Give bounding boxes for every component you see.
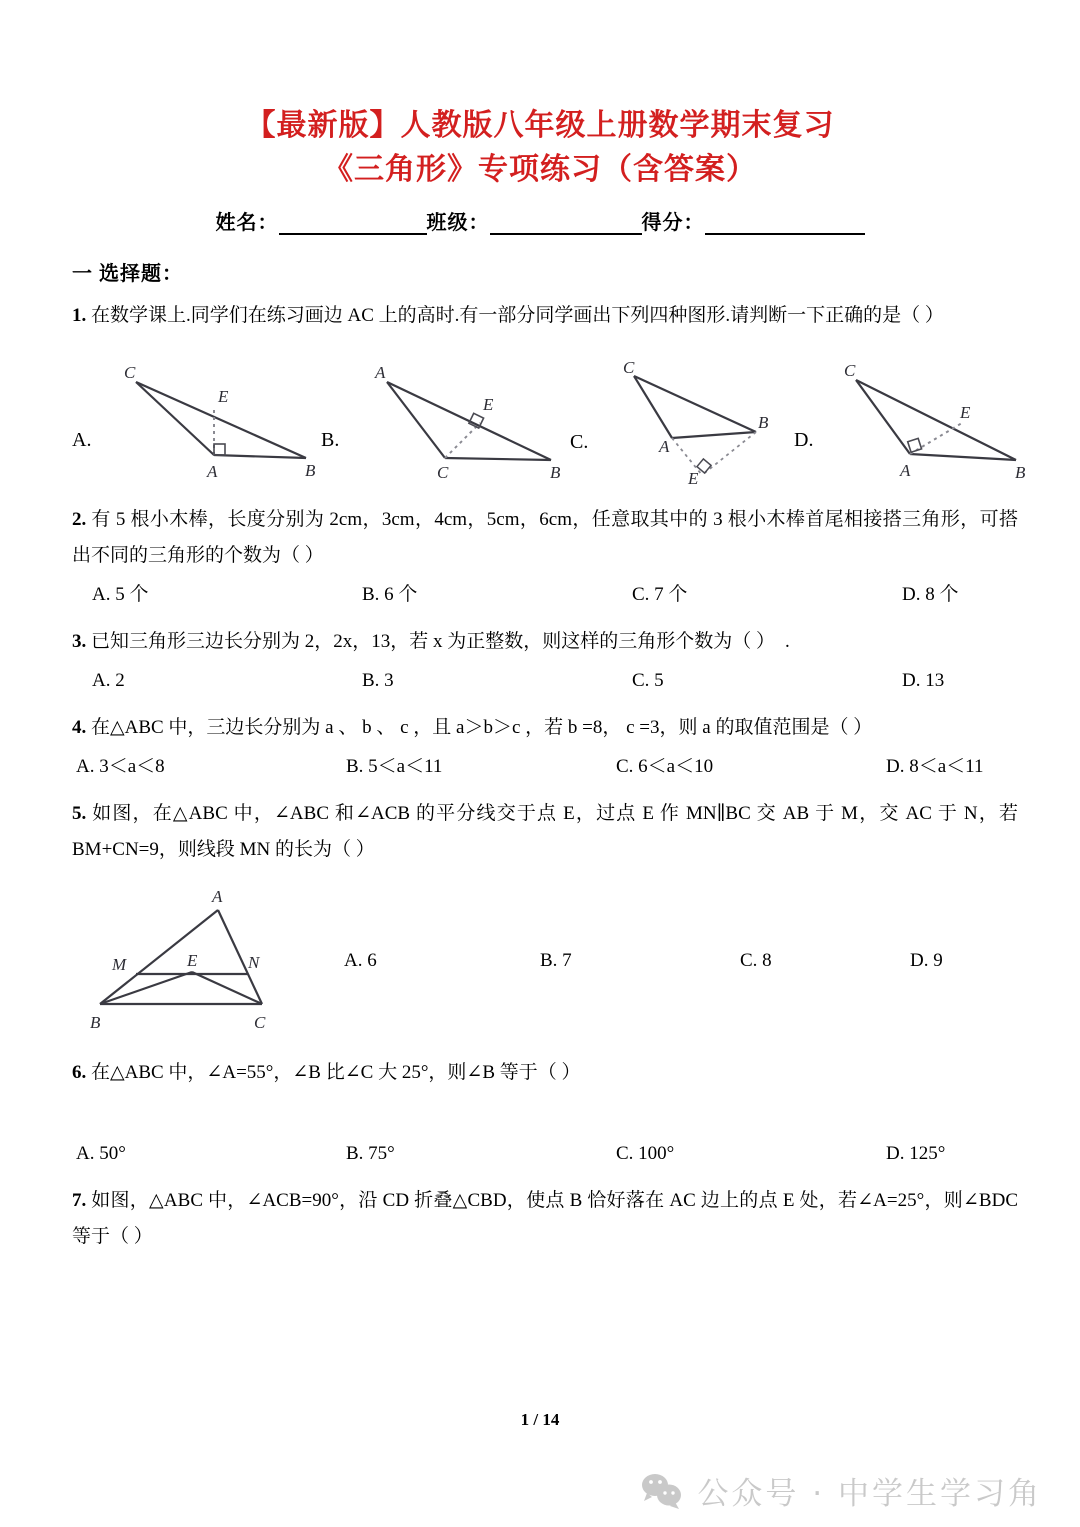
- section-heading-choice: 一 选择题：: [72, 263, 183, 285]
- option-d-figure-group[interactable]: [794, 360, 1028, 480]
- question-6-option-c[interactable]: C. 100°: [616, 1143, 675, 1164]
- option-c-label: C.: [570, 431, 589, 453]
- question-3: [72, 624, 1018, 660]
- question-7: [72, 1183, 1018, 1255]
- svg-text:B: B: [305, 461, 316, 480]
- question-5-options: [330, 950, 1018, 972]
- question-2-number: 2.: [72, 509, 87, 530]
- question-4-text: 在△ABC 中，三边长分别为 a 、 b 、 c ，且 a＞b＞c ，若 b =8， c =3，则 a 的取值范围是（: [91, 717, 849, 738]
- question-4: [72, 710, 1018, 746]
- question-5-figure-and-options: [72, 878, 1018, 1043]
- question-3-option-c[interactable]: C. 5: [632, 670, 664, 691]
- question-5-option-d[interactable]: D. 9: [910, 949, 943, 971]
- title-line-1: 【最新版】人教版八年级上册数学期末复习: [245, 108, 835, 143]
- question-1: [72, 298, 1018, 334]
- class-input-blank[interactable]: [490, 213, 642, 235]
- svg-text:A: A: [375, 363, 386, 382]
- question-6: [72, 1055, 1018, 1091]
- svg-text:C: C: [844, 361, 856, 380]
- option-c-figure-group[interactable]: [570, 360, 794, 485]
- question-7-text: 如图，△ABC 中，∠ACB=90°，沿 CD 折叠△CBD，使点 B 恰好落在 AC 边上的点 E 处，若∠A=25°，则∠BDC 等于（: [72, 1190, 1018, 1247]
- question-1-figure-row: [72, 360, 1026, 490]
- question-2-option-d[interactable]: D. 8 个: [902, 584, 959, 605]
- page-number: 1 / 14: [520, 1410, 560, 1429]
- question-4-option-a[interactable]: A. 3＜a＜8: [76, 756, 165, 777]
- svg-text:B: B: [550, 463, 561, 480]
- question-1-text: 在数学课上.同学们在练习画边 AC 上的高时.有一部分同学画出下列四种图形.请判断一下正确的是（: [91, 305, 921, 326]
- question-3-text: 已知三角形三边长分别为 2，2x，13，若 x 为正整数，则这样的三角形个数为（: [91, 631, 752, 652]
- question-3-number: 3.: [72, 631, 87, 652]
- question-6-number: 6.: [72, 1062, 87, 1083]
- svg-text:B: B: [90, 1013, 101, 1032]
- option-b-figure-group[interactable]: [321, 360, 570, 480]
- question-5-text: 如图，在△ABC 中，∠ABC 和∠ACB 的平分线交于点 E，过点 E 作 MN∥BC 交 AB 于 M，交 AC 于 N，若 BM+CN=9，则线段 MN 的长为（: [72, 803, 1019, 860]
- question-6-option-d[interactable]: D. 125°: [886, 1143, 946, 1164]
- class-label: 班级：: [426, 212, 490, 234]
- question-2-options: [72, 578, 1018, 612]
- question-6-answer-paren: ）: [561, 1062, 591, 1083]
- svg-text:A: A: [212, 887, 223, 906]
- watermark-text: 公众号 · 中学生学习角: [697, 1476, 1042, 1512]
- question-6-text: 在△ABC 中，∠A=55°，∠B 比∠C 大 25°，则∠B 等于（: [91, 1062, 557, 1083]
- svg-text:A: A: [900, 461, 911, 480]
- question-5-number: 5.: [72, 803, 87, 824]
- triangle-option-c: [604, 360, 794, 485]
- question-1-answer-paren: ）: [924, 305, 954, 326]
- score-input-blank[interactable]: [705, 213, 865, 235]
- svg-text:C: C: [623, 360, 635, 377]
- question-5-option-a[interactable]: A. 6: [344, 949, 377, 971]
- watermark: [639, 1468, 1042, 1513]
- svg-text:N: N: [248, 953, 260, 972]
- name-label: 姓名：: [215, 212, 279, 234]
- triangle-option-b: [355, 360, 570, 480]
- question-2-answer-paren: ）: [304, 545, 334, 566]
- question-3-options: [72, 664, 1018, 698]
- option-b-label: B.: [321, 428, 340, 451]
- question-7-number: 7.: [72, 1190, 87, 1211]
- document-title: [0, 0, 1080, 192]
- question-4-option-b[interactable]: B. 5＜a＜11: [346, 756, 443, 777]
- svg-text:A: A: [207, 462, 218, 480]
- svg-text:B: B: [1015, 463, 1026, 480]
- question-5: [72, 796, 1018, 868]
- triangle-abc-bisectors: [72, 878, 308, 1038]
- question-6-blank-space: [72, 1091, 1018, 1133]
- triangle-option-a: [106, 360, 321, 480]
- question-1-number: 1.: [72, 305, 87, 326]
- svg-text:A: A: [659, 437, 670, 456]
- svg-text:E: E: [960, 403, 971, 422]
- svg-text:E: E: [187, 951, 198, 970]
- question-7-answer-paren: ）: [133, 1226, 163, 1247]
- question-3-option-a[interactable]: A. 2: [92, 670, 125, 691]
- score-label: 得分：: [641, 212, 705, 234]
- question-6-options: [72, 1137, 1018, 1171]
- question-3-option-d[interactable]: D. 13: [902, 670, 945, 691]
- triangle-option-d: [828, 360, 1028, 480]
- question-2-option-a[interactable]: A. 5 个: [92, 584, 149, 605]
- svg-text:M: M: [112, 955, 127, 974]
- svg-text:C: C: [124, 363, 136, 382]
- svg-text:B: B: [758, 413, 769, 432]
- svg-text:E: E: [218, 387, 229, 406]
- question-6-option-b[interactable]: B. 75°: [346, 1143, 395, 1164]
- question-3-answer-paren: ）.: [756, 631, 800, 652]
- option-a-figure-group[interactable]: [72, 360, 321, 480]
- question-5-figure-wrap: [72, 878, 330, 1043]
- question-6-option-a[interactable]: A. 50°: [76, 1143, 126, 1164]
- question-2-option-c[interactable]: C. 7 个: [632, 584, 688, 605]
- question-4-option-d[interactable]: D. 8＜a＜11: [886, 756, 984, 777]
- question-2: [72, 502, 1018, 574]
- name-input-blank[interactable]: [279, 213, 427, 235]
- question-2-text: 有 5 根小木棒，长度分别为 2cm，3cm，4cm，5cm，6cm，任意取其中的 3 根小木棒首尾相接搭三角形，可搭出不同的三角形的个数为（: [72, 509, 1019, 566]
- option-d-label: D.: [794, 428, 814, 451]
- question-4-number: 4.: [72, 717, 87, 738]
- svg-text:E: E: [483, 395, 494, 414]
- question-4-options: [72, 750, 1018, 784]
- question-4-answer-paren: ）: [853, 717, 883, 738]
- option-a-label: A.: [72, 428, 92, 451]
- student-info-line: [0, 206, 1080, 235]
- question-2-option-b[interactable]: B. 6 个: [362, 584, 418, 605]
- svg-text:E: E: [688, 469, 699, 485]
- wechat-icon: [639, 1472, 685, 1510]
- question-3-option-b[interactable]: B. 3: [362, 670, 394, 691]
- question-5-answer-paren: ）: [355, 839, 385, 860]
- svg-text:C: C: [254, 1013, 266, 1032]
- svg-text:C: C: [437, 463, 449, 480]
- question-4-option-c[interactable]: C. 6＜a＜10: [616, 756, 714, 777]
- question-5-option-c[interactable]: C. 8: [740, 949, 772, 971]
- question-5-option-b[interactable]: B. 7: [540, 949, 572, 971]
- title-line-2: 《三角形》专项练习（含答案）: [323, 152, 757, 187]
